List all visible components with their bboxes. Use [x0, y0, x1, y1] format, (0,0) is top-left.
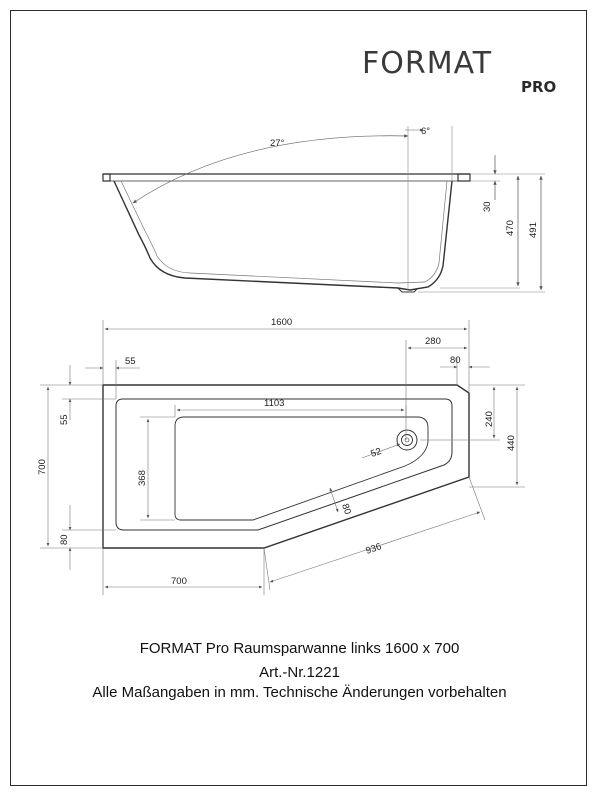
dim-368-label: 368 — [137, 470, 148, 486]
dim-440-label: 440 — [506, 435, 517, 451]
dim-470-label: 470 — [505, 220, 516, 236]
dim-80-left-label: 80 — [59, 534, 70, 545]
caption-article-number: Art.-Nr.1221 — [259, 664, 340, 681]
dim-1600-label: 1600 — [271, 317, 293, 328]
logo-main-text: FORMAT — [362, 46, 493, 81]
dim-80-top-label: 80 — [450, 355, 461, 366]
side-view — [103, 126, 545, 292]
dim-700-bottom-label: 700 — [171, 576, 187, 587]
side-view-labels — [270, 126, 539, 238]
top-view-labels — [37, 317, 517, 587]
dim-240-label: 240 — [484, 411, 495, 427]
dim-491-label: 491 — [528, 222, 539, 238]
dim-55-left-label: 55 — [59, 414, 70, 425]
dim-936-label: 936 — [364, 541, 383, 557]
logo-sub-text: PRO — [521, 78, 557, 96]
caption-note: Alle Maßangaben in mm. Technische Änderungen vorbehalten — [92, 684, 507, 701]
dim-80-inner-label: 80 — [339, 502, 354, 516]
angle-27-label: 27° — [270, 138, 285, 149]
dim-700-left-label: 700 — [37, 459, 48, 475]
dim-30-label: 30 — [482, 201, 493, 212]
dim-280-label: 280 — [425, 336, 441, 347]
format-pro-logo — [362, 46, 556, 96]
dim-1103-label: 1103 — [264, 398, 285, 409]
top-view — [103, 385, 469, 548]
angle-6-label: 6° — [421, 126, 431, 137]
dim-55-top-label: 55 — [125, 356, 136, 367]
dim-52-label: 52 — [369, 445, 383, 460]
caption-title: FORMAT Pro Raumsparwanne links 1600 x 700 — [139, 640, 460, 657]
